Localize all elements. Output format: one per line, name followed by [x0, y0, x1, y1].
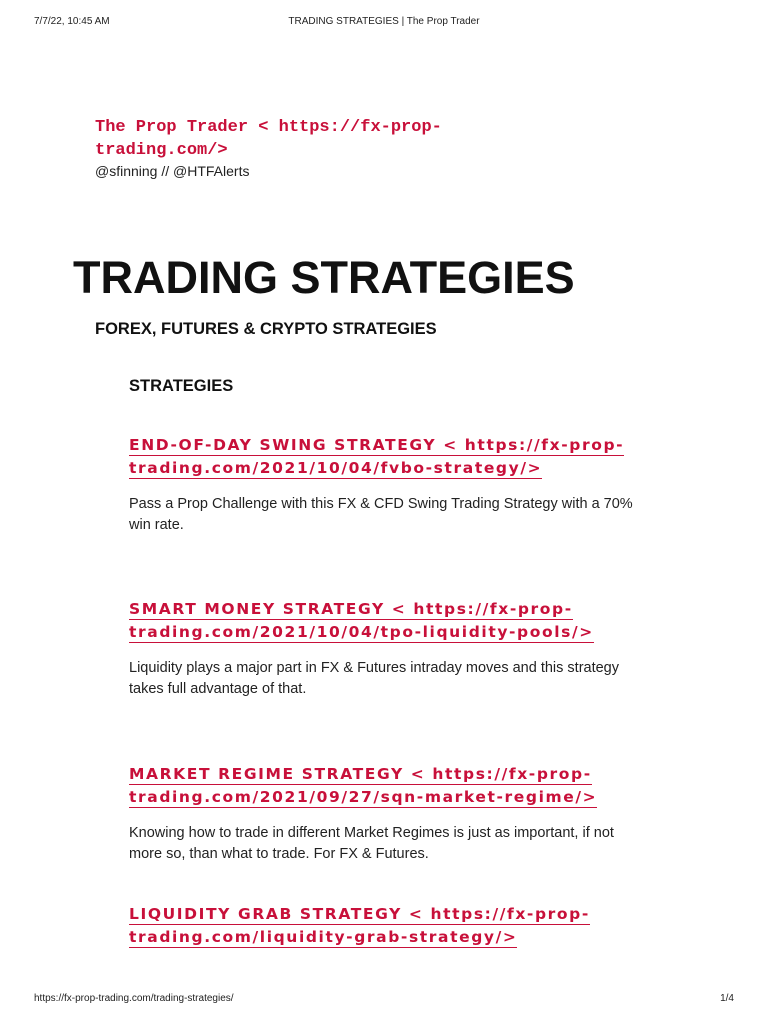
print-footer — [34, 993, 734, 1007]
strategy-heading — [129, 598, 629, 644]
strategy-item — [129, 763, 649, 865]
strategy-heading — [129, 763, 629, 809]
strategy-link[interactable]: MARKET REGIME STRATEGY < https://fx-prop-trading.com/2021/09/27/sqn-market-regime/> — [129, 765, 598, 806]
strategy-link[interactable]: END-OF-DAY SWING STRATEGY < https://fx-prop-trading.com/2021/10/04/fvbo-strategy/> — [129, 436, 625, 477]
site-home-link[interactable]: The Prop Trader < https://fx-prop-trading.com/> — [95, 118, 442, 160]
strategy-item — [129, 598, 649, 700]
section-heading: STRATEGIES — [129, 377, 234, 395]
print-page-title: TRADING STRATEGIES | The Prop Trader — [288, 16, 480, 27]
print-header — [34, 16, 734, 30]
page-subtitle: FOREX, FUTURES & CRYPTO STRATEGIES — [95, 320, 437, 338]
print-url: https://fx-prop-trading.com/trading-strategies/ — [34, 993, 234, 1004]
social-handles: @sfinning // @HTFAlerts — [95, 163, 250, 179]
strategy-item — [129, 903, 649, 949]
strategy-link[interactable]: LIQUIDITY GRAB STRATEGY < https://fx-prop-trading.com/liquidity-grab-strategy/> — [129, 905, 590, 946]
print-datetime: 7/7/22, 10:45 AM — [34, 16, 110, 27]
strategy-description: Knowing how to trade in different Market Regimes is just as important, if not more so, than what to trade. For FX & Futures. — [129, 825, 614, 862]
page-title: TRADING STRATEGIES — [73, 252, 575, 303]
strategy-heading — [129, 903, 629, 949]
strategy-description: Liquidity plays a major part in FX & Futures intraday moves and this strategy takes full advantage of that. — [129, 660, 619, 697]
print-page-number: 1/4 — [720, 993, 734, 1004]
strategy-heading — [129, 434, 629, 480]
strategy-link[interactable]: SMART MONEY STRATEGY < https://fx-prop-trading.com/2021/10/04/tpo-liquidity-pools/> — [129, 600, 594, 641]
strategy-item — [129, 434, 649, 536]
strategy-description: Pass a Prop Challenge with this FX & CFD Swing Trading Strategy with a 70% win rate. — [129, 496, 633, 533]
